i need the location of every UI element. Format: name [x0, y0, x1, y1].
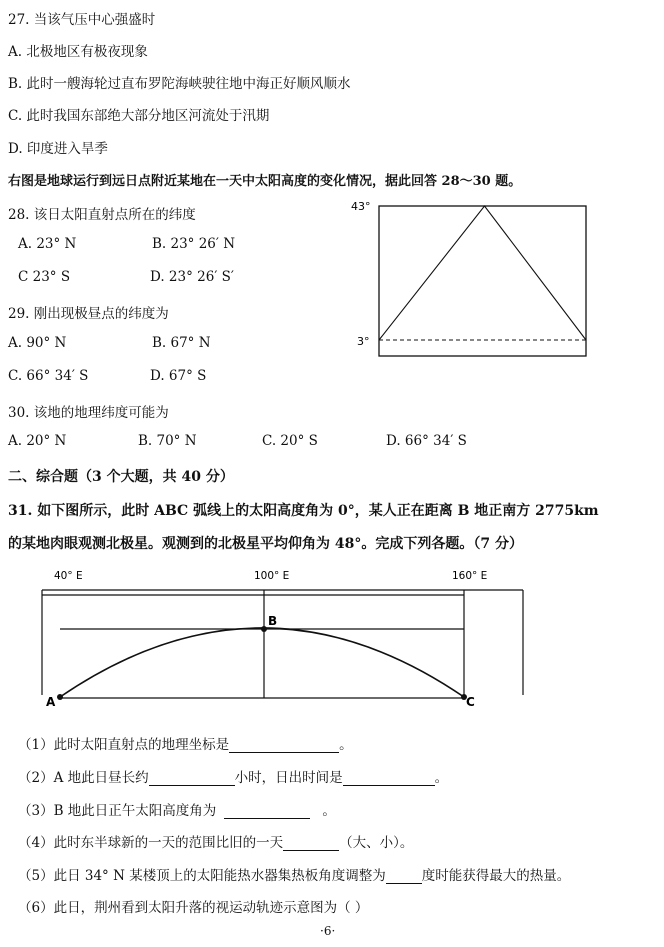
min-altitude-label: 3°: [357, 335, 370, 348]
sub2-text: （2）A 地此日昼长约: [18, 770, 149, 786]
sub1-end: 。: [339, 737, 353, 753]
q28-stem: 28. 该日太阳直射点所在的纬度: [8, 207, 196, 223]
q27-option-d: D. 印度进入旱季: [8, 141, 108, 157]
sub5-blank[interactable]: [386, 869, 422, 884]
q28-option-a: A. 23° N: [18, 236, 77, 252]
q27-option-c: C. 此时我国东部绝大部分地区河流处于汛期: [8, 108, 270, 124]
sub4-text: （4）此时东半球新的一天的范围比旧的一天: [18, 835, 284, 851]
terminator-arc-abc: [60, 628, 464, 697]
label-a: A: [46, 695, 56, 709]
q31-line2: 的某地肉眼观测北极星。观测到的北极星平均仰角为 48°。完成下列各题。（7 分）: [8, 536, 523, 552]
sub2-blank-2[interactable]: [343, 771, 435, 786]
q29-option-b: B. 67° N: [152, 335, 211, 351]
sub4-blank[interactable]: [283, 836, 339, 851]
q30-option-a: A. 20° N: [8, 433, 67, 449]
q29-option-d: D. 67° S: [150, 368, 207, 384]
section2-heading: 二、综合题（3 个大题，共 40 分）: [8, 469, 234, 485]
solar-altitude-chart: [345, 192, 595, 364]
sub-question-3: [18, 799, 336, 819]
q28-option-d: D. 23° 26′ S′: [150, 269, 234, 285]
abc-arc-diagram: [40, 565, 530, 710]
max-altitude-label: 43°: [351, 200, 371, 213]
q28-option-b: B. 23° 26′ N: [152, 236, 236, 252]
longitude-40e-label: 40° E: [54, 570, 83, 582]
point-a: [57, 694, 63, 700]
q30-stem: 30. 该地的地理纬度可能为: [8, 405, 169, 421]
sub-question-1: [18, 733, 353, 753]
q30-option-d: D. 66° 34′ S: [386, 433, 467, 449]
chart-frame: [379, 206, 586, 356]
sub-question-2: [18, 766, 448, 786]
altitude-curve: [379, 206, 586, 340]
sub2-mid-text: 小时，日出时间是: [234, 770, 343, 786]
sub-question-4: [18, 831, 413, 851]
intro-28-30: 右图是地球运行到远日点附近某地在一天中太阳高度的变化情况，据此回答 28～30 题。: [8, 174, 522, 189]
sub-question-6: （6）此日，荆州看到太阳升落的视运动轨迹示意图为（ ）: [18, 900, 369, 916]
label-b: B: [268, 614, 278, 628]
longitude-160e-label: 160° E: [452, 570, 488, 582]
q29-stem: 29. 刚出现极昼点的纬度为: [8, 306, 169, 322]
page-number: ·6·: [320, 924, 336, 938]
sub1-text: （1）此时太阳直射点的地理坐标是: [18, 737, 230, 753]
sub3-end: 。: [322, 803, 336, 819]
sub2-blank-1[interactable]: [149, 771, 235, 786]
sub2-end: 。: [434, 770, 449, 786]
sub1-blank[interactable]: [229, 738, 339, 753]
sub4-end: （大、小）。: [339, 835, 414, 851]
label-c: C: [466, 695, 475, 709]
q27-option-b: B. 此时一艘海轮过直布罗陀海峡驶往地中海正好顺风顺水: [8, 76, 351, 92]
sub3-blank[interactable]: [224, 804, 310, 819]
q30-option-c: C. 20° S: [262, 433, 318, 449]
sub-question-5: [18, 864, 570, 884]
sub5-end: 度时能获得最大的热量。: [421, 868, 571, 884]
q29-option-c: C. 66° 34′ S: [8, 368, 89, 384]
sub3-text: （3）B 地此日正午太阳高度角为: [18, 803, 217, 819]
q31-line1: 31. 如下图所示，此时 ABC 弧线上的太阳高度角为 0°，某人正在距离 B 地正南方 2775km: [8, 503, 599, 519]
q30-option-b: B. 70° N: [138, 433, 197, 449]
sub5-text: （5）此日 34° N 某楼顶上的太阳能热水器集热板角度调整为: [18, 868, 386, 884]
q27-stem: 27. 当该气压中心强盛时: [8, 12, 156, 28]
longitude-100e-label: 100° E: [254, 570, 290, 582]
q28-option-c: C 23° S: [18, 269, 71, 285]
q27-option-a: A. 北极地区有极夜现象: [8, 44, 148, 60]
point-b: [261, 626, 267, 632]
q29-option-a: A. 90° N: [8, 335, 67, 351]
